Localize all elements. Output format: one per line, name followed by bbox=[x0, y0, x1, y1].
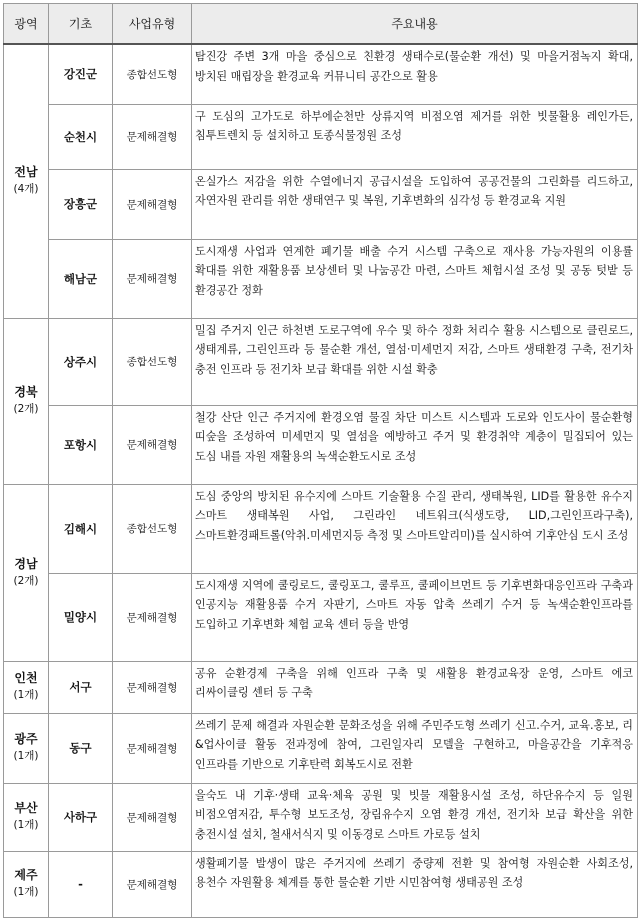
content-cell: 쓰레기 문제 해결과 자원순환 문화조성을 위해 주민주도형 쓰레기 신고.수거, 교육.홍보, 리&업사이클 활동 전과정에 참여, 그린일자리 모델을 구현하고, 마을공간을 기후적응 인프라를 기반으로 기후탄력 회복도시로 전환 bbox=[192, 713, 638, 783]
region-cell-incheon bbox=[4, 661, 49, 713]
table-row bbox=[4, 783, 638, 851]
header-type: 사업유형 bbox=[113, 4, 192, 45]
base-cell: - bbox=[49, 851, 113, 917]
region-cell-gyeongbuk bbox=[4, 318, 49, 484]
region-name: 광주 bbox=[14, 732, 38, 746]
region-name: 부산 bbox=[14, 801, 38, 815]
region-cell-gyeongnam bbox=[4, 484, 49, 661]
type-cell: 문제해결형 bbox=[113, 573, 192, 661]
table-row bbox=[4, 104, 638, 169]
content-cell: 도시재생 사업과 연계한 폐기물 배출 수거 시스템 구축으로 재사용 가능자원의 이용률 확대를 위한 재활용품 보상센터 및 나눔공간 마련, 스마트 체험시설 조성 및 공동 텃밭 등 환경공간 정화 bbox=[192, 239, 638, 318]
content-cell: 공유 순환경제 구축을 위해 인프라 구축 및 새활용 환경교육장 운영, 스마트 에코 리싸이클링 센터 등 구축 bbox=[192, 661, 638, 713]
type-cell: 문제해결형 bbox=[113, 169, 192, 239]
type-cell: 문제해결형 bbox=[113, 661, 192, 713]
base-cell: 강진군 bbox=[49, 44, 113, 104]
region-count: (1개) bbox=[13, 886, 39, 898]
table-row bbox=[4, 661, 638, 713]
type-cell: 종합선도형 bbox=[113, 318, 192, 405]
base-cell: 해남군 bbox=[49, 239, 113, 318]
content-cell: 탐진강 주변 3개 마을 중심으로 친환경 생태수로(물순환 개선) 및 마을거점녹지 확대, 방치된 매립장을 환경교육 커뮤니티 공간으로 활용 bbox=[192, 44, 638, 104]
type-cell: 문제해결형 bbox=[113, 104, 192, 169]
content-cell: 도심 중앙의 방치된 유수지에 스마트 기술활용 수질 관리, 생태복원, LID를 활용한 유수지 스마트 생태복원 사업, 그린라인 네트워크(식생도랑, LID,그린인프라구축), 스마트환경패트롤(악취.미세먼지등 측정 및 스마트알리미)를 실시하여 기후안심 도시 조성 bbox=[192, 484, 638, 573]
content-cell: 밀집 주거지 인근 하천변 도로구역에 우수 및 하수 정화 처리수 활용 시스템으로 클린로드, 생태계류, 그린인프라 등 물순환 개선, 열섬·미세먼지 저감, 스마트 생태환경 구축, 전기차 충전 인프라 등 전기차 보급 확대를 위한 시설 확충 bbox=[192, 318, 638, 405]
table-row bbox=[4, 405, 638, 484]
base-cell: 상주시 bbox=[49, 318, 113, 405]
region-count: (2개) bbox=[13, 574, 39, 587]
content-cell: 도시재생 지역에 쿨링로드, 쿨링포그, 쿨루프, 쿨페이브먼트 등 기후변화대응인프라 구축과 인공지능 재활용품 수거 자판기, 스마트 자동 압축 쓰레기 수거 등 녹색순환인프라를 도입하고 기후변화 체험 교육 센터 등을 반영 bbox=[192, 573, 638, 661]
type-cell: 종합선도형 bbox=[113, 484, 192, 573]
region-count: (1개) bbox=[13, 819, 39, 831]
base-cell: 사하구 bbox=[49, 783, 113, 851]
region-name: 경남 bbox=[14, 556, 38, 571]
base-cell: 김해시 bbox=[49, 484, 113, 573]
type-cell: 문제해결형 bbox=[113, 405, 192, 484]
table-row bbox=[4, 318, 638, 405]
region-cell-jeonnam bbox=[4, 44, 49, 318]
region-name: 제주 bbox=[14, 868, 38, 882]
base-cell: 포항시 bbox=[49, 405, 113, 484]
content-cell: 온실가스 저감을 위한 수열에너지 공급시설을 도입하여 공공건물의 그린화를 리드하고, 자연자원 관리를 위한 생태연구 및 복원, 기후변화의 심각성 등 환경교육 지원 bbox=[192, 169, 638, 239]
region-cell-jeju bbox=[4, 851, 49, 917]
header-region: 광역 bbox=[4, 4, 49, 45]
table-row bbox=[4, 44, 638, 104]
region-count: (2개) bbox=[13, 403, 39, 415]
region-count: (1개) bbox=[13, 750, 39, 762]
table-row bbox=[4, 713, 638, 783]
header-row bbox=[4, 4, 638, 45]
table-row bbox=[4, 169, 638, 239]
project-table bbox=[3, 3, 638, 918]
content-cell: 구 도심의 고가도로 하부에순천만 상류지역 비점오염 제거를 위한 빗물활용 레인가든, 침투트렌치 등 설치하고 토종식물정원 조성 bbox=[192, 104, 638, 169]
base-cell: 서구 bbox=[49, 661, 113, 713]
region-count: (1개) bbox=[13, 689, 39, 701]
table-row bbox=[4, 484, 638, 573]
base-cell: 순천시 bbox=[49, 104, 113, 169]
base-cell: 장흥군 bbox=[49, 169, 113, 239]
header-content: 주요내용 bbox=[192, 4, 638, 45]
region-cell-gwangju bbox=[4, 713, 49, 783]
type-cell: 문제해결형 bbox=[113, 851, 192, 917]
region-name: 인천 bbox=[14, 671, 38, 685]
type-cell: 문제해결형 bbox=[113, 713, 192, 783]
type-cell: 종합선도형 bbox=[113, 44, 192, 104]
type-cell: 문제해결형 bbox=[113, 783, 192, 851]
base-cell: 동구 bbox=[49, 713, 113, 783]
region-name: 경북 bbox=[14, 385, 38, 399]
content-cell: 철강 산단 인근 주거지에 환경오염 물질 차단 미스트 시스템과 도로와 인도사이 물순환형 띠숲을 조성하여 미세먼지 및 열섬을 예방하고 주거 및 환경취약 계층이 밀집되어 있는 도심 내를 자원 재활용의 녹색순환도시로 조성 bbox=[192, 405, 638, 484]
header-base: 기초 bbox=[49, 4, 113, 45]
region-name: 전남 bbox=[14, 165, 38, 180]
type-cell: 문제해결형 bbox=[113, 239, 192, 318]
content-cell: 생활폐기물 발생이 많은 주거지에 쓰레기 중량제 전환 및 참여형 자원순환 사회조성, 용천수 자원활용 체계를 통한 물순환 기반 시민참여형 생태공원 조성 bbox=[192, 851, 638, 917]
table-row bbox=[4, 573, 638, 661]
table-row bbox=[4, 239, 638, 318]
content-cell: 을숙도 내 기후·생태 교육·체육 공원 및 빗물 재활용시설 조성, 하단유수지 등 일원 비점오염저감, 투수형 보도조성, 장림유수지 오염 환경 개선, 전기차 보급 확산을 위한 충전시설 설치, 철새서식지 및 이동경로 스마트 가로등 설치 bbox=[192, 783, 638, 851]
region-count: (4개) bbox=[13, 183, 39, 196]
region-cell-busan bbox=[4, 783, 49, 851]
table-row bbox=[4, 851, 638, 917]
base-cell: 밀양시 bbox=[49, 573, 113, 661]
